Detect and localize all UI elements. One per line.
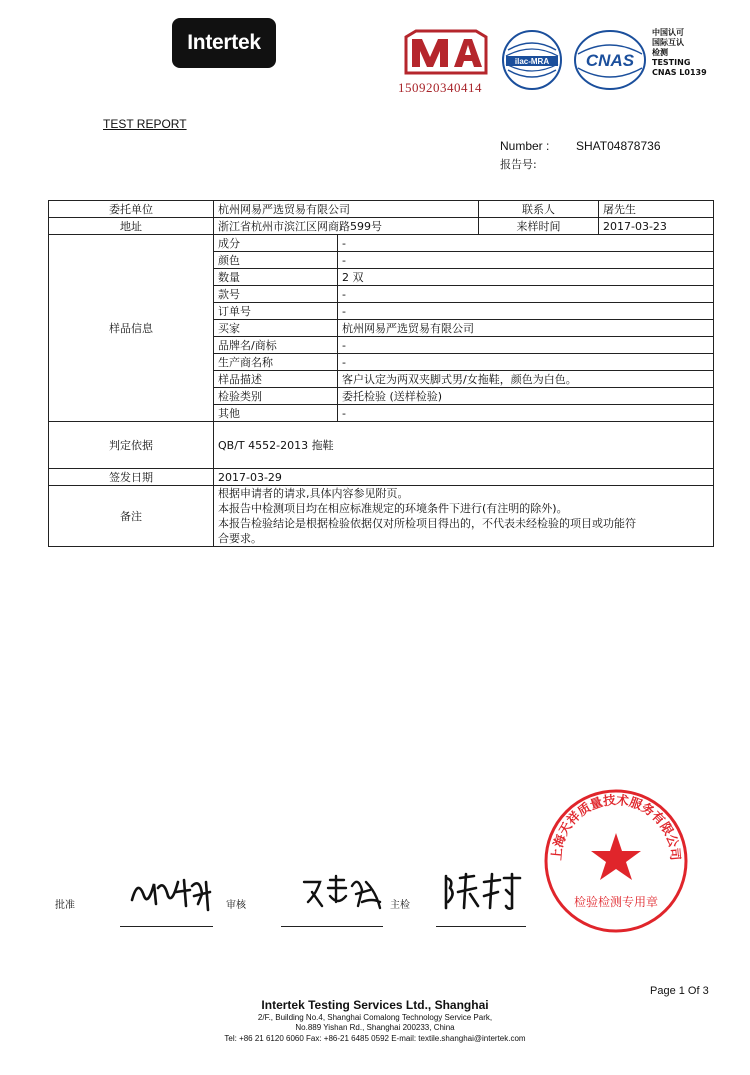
remarks-line: 本报告检验结论是根据检验依据仅对所检项目得出的，不代表未经检验的项目或功能符 bbox=[218, 517, 636, 530]
footer-contact-line: Tel: +86 21 6120 6060 Fax: +86-21 6485 0592 E-mail: textile.shanghai@intertek.com bbox=[224, 1034, 526, 1043]
report-title: TEST REPORT bbox=[103, 117, 187, 131]
sample-row-value: 杭州网易严选贸易有限公司 bbox=[338, 320, 714, 337]
sample-row-value: - bbox=[338, 303, 714, 320]
brand-name: Intertek bbox=[187, 31, 261, 54]
sample-row-label: 成分 bbox=[214, 235, 338, 252]
cnas-line: CNAS L0139 bbox=[652, 68, 707, 77]
cma-number: 150920340414 bbox=[398, 80, 482, 95]
remarks-line: 根据申请者的请求,具体内容参见附页。 bbox=[218, 487, 409, 500]
contact-label: 联系人 bbox=[479, 201, 599, 218]
footer-address-line2: No.889 Yishan Rd., Shanghai 200233, China bbox=[295, 1023, 455, 1032]
approve-label: 批准 bbox=[55, 900, 75, 911]
footer-company: Intertek Testing Services Ltd., Shanghai bbox=[261, 998, 489, 1012]
intertek-logo bbox=[172, 18, 276, 68]
sample-date-label: 来样时间 bbox=[479, 218, 599, 235]
review-signature-line bbox=[281, 926, 383, 927]
sample-row-value: 客户认定为两双夹脚式男/女拖鞋，颜色为白色。 bbox=[338, 371, 714, 388]
stamp-bottom-text: 检验检测专用章 bbox=[573, 895, 659, 909]
cnas-line: 中国认可 bbox=[652, 28, 684, 37]
sample-row-value: - bbox=[338, 354, 714, 371]
svg-text:CNAS: CNAS bbox=[585, 51, 635, 70]
basis-value: QB/T 4552-2013 拖鞋 bbox=[214, 422, 714, 469]
sample-row-value: - bbox=[338, 235, 714, 252]
client-value: 杭州网易严选贸易有限公司 bbox=[214, 201, 479, 218]
sample-row-label: 买家 bbox=[214, 320, 338, 337]
sample-row-value: - bbox=[338, 405, 714, 422]
report-number-label-cn: 报告号: bbox=[500, 158, 537, 171]
table-row bbox=[49, 486, 714, 547]
company-stamp bbox=[541, 786, 691, 936]
report-number-value: SHAT04878736 bbox=[576, 139, 661, 153]
svg-text:ilac-MRA: ilac-MRA bbox=[514, 57, 550, 66]
remarks-label: 备注 bbox=[49, 486, 214, 547]
inspect-label: 主检 bbox=[390, 900, 410, 911]
contact-value: 屠先生 bbox=[599, 201, 714, 218]
sample-info-label: 样品信息 bbox=[49, 235, 214, 422]
sample-row-value: - bbox=[338, 337, 714, 354]
client-label: 委托单位 bbox=[49, 201, 214, 218]
remarks-line: 本报告中检测项目均在相应标准规定的环境条件下进行(有注明的除外)。 bbox=[218, 502, 568, 515]
sample-row-value: 委托检验 (送样检验) bbox=[338, 388, 714, 405]
sample-row-label: 颜色 bbox=[214, 252, 338, 269]
review-label: 审核 bbox=[226, 900, 246, 911]
sample-row-label: 样品描述 bbox=[214, 371, 338, 388]
sample-row-value: - bbox=[338, 252, 714, 269]
basis-label: 判定依据 bbox=[49, 422, 214, 469]
cnas-line: 检测 bbox=[652, 48, 668, 57]
table-row bbox=[49, 218, 714, 235]
sample-row-value: 2 双 bbox=[338, 269, 714, 286]
reviewer-signature bbox=[300, 872, 386, 914]
approver-signature bbox=[128, 870, 218, 914]
sample-row-label: 订单号 bbox=[214, 303, 338, 320]
sample-row-label: 生产商名称 bbox=[214, 354, 338, 371]
report-info-table bbox=[48, 200, 714, 547]
cma-logo bbox=[398, 27, 494, 79]
sample-row-label: 品牌名/商标 bbox=[214, 337, 338, 354]
cnas-logo bbox=[572, 28, 648, 92]
table-row bbox=[49, 422, 714, 469]
address-value: 浙江省杭州市滨江区网商路599号 bbox=[214, 218, 479, 235]
remarks-value bbox=[214, 486, 714, 547]
issue-date-label: 签发日期 bbox=[49, 469, 214, 486]
cnas-accreditation-text bbox=[652, 28, 707, 78]
sample-row-label: 检验类别 bbox=[214, 388, 338, 405]
cnas-line: 国际互认 bbox=[652, 38, 684, 47]
approve-signature-line bbox=[120, 926, 213, 927]
table-row bbox=[49, 235, 714, 252]
inspector-signature bbox=[440, 868, 526, 914]
issue-date-value: 2017-03-29 bbox=[214, 469, 714, 486]
remarks-line: 合要求。 bbox=[218, 532, 262, 545]
cnas-line: TESTING bbox=[652, 58, 691, 67]
ilac-mra-logo bbox=[500, 28, 564, 92]
table-row bbox=[49, 469, 714, 486]
page-number: Page 1 Of 3 bbox=[650, 985, 709, 997]
sample-date-value: 2017-03-23 bbox=[599, 218, 714, 235]
inspect-signature-line bbox=[436, 926, 526, 927]
sample-row-value: - bbox=[338, 286, 714, 303]
stamp-arc-text: 上海天祥质量技术服务有限公司 bbox=[548, 792, 684, 862]
footer-address-line1: 2/F., Building No.4, Shanghai Comalong Technology Service Park, bbox=[257, 1013, 493, 1022]
sample-row-label: 款号 bbox=[214, 286, 338, 303]
table-row bbox=[49, 201, 714, 218]
report-number-label: Number : bbox=[500, 139, 550, 153]
sample-row-label: 其他 bbox=[214, 405, 338, 422]
sample-row-label: 数量 bbox=[214, 269, 338, 286]
address-label: 地址 bbox=[49, 218, 214, 235]
